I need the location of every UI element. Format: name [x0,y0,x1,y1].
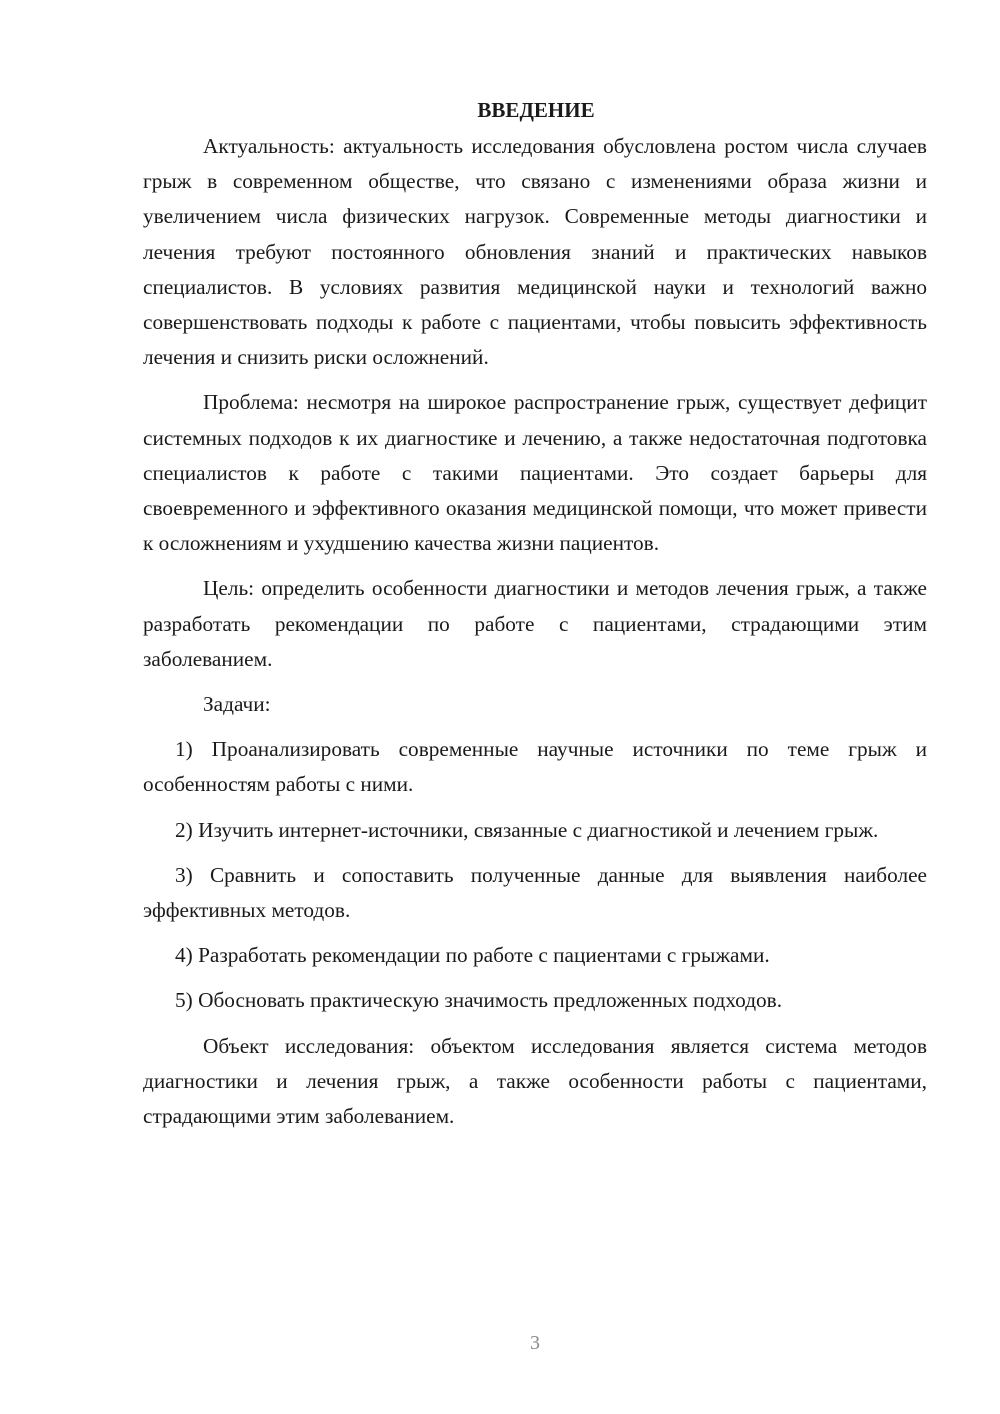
section-title: ВВЕДЕНИЕ [477,98,595,122]
task-item-2: 2) Изучить интернет-источники, связанные с диагностикой и лечением грыж. [175,817,879,842]
task-item-3: 3) Сравнить и сопоставить полученные данные для выявления наиболее эффективных методов. [143,862,927,923]
problem-paragraph: Проблема: несмотря на широкое распространение грыж, существует дефицит системных подходов к их диагностике и лечению, а также недостаточная подготовка специалистов к работе с такими пациентами. Это создает барьеры для своевременного и эффективного оказания медицинской помощи, что может привести к осложнениям и ухудшению качества жизни пациентов. [143,390,927,556]
tasks-heading: Задачи: [203,692,271,717]
task-item-1: 1) Проанализировать современные научные источники по теме грыж и особенностям работы с ними. [143,737,927,797]
task-item-4: 4) Разработать рекомендации по работе с пациентами с грыжами. [175,943,770,968]
page-content [143,93,927,1144]
object-paragraph: Объект исследования: объектом исследования является система методов диагностики и лечения грыж, а также особенности работы с пациентами, страдающими этим заболеванием. [143,1033,927,1129]
page-number: 3 [530,1332,540,1354]
goal-paragraph: Цель: определить особенности диагностики и методов лечения грыж, а также разработать рекомендации по работе с пациентами, страдающими этим заболеванием. [143,576,927,671]
task-item-5: 5) Обосновать практическую значимость предложенных подходов. [175,988,783,1013]
relevance-paragraph: Актуальность: актуальность исследования обусловлена ростом числа случаев грыж в современном обществе, что связано с изменениями образа жизни и увеличением числа физических нагрузок. Современные методы диагностики и лечения требуют постоянного обновления знаний и практических навыков специалистов. В условиях развития медицинской науки и технологий важно совершенствовать подходы к работе с пациентами, чтобы повысить эффективность лечения и снизить риски осложнений. [143,134,927,370]
